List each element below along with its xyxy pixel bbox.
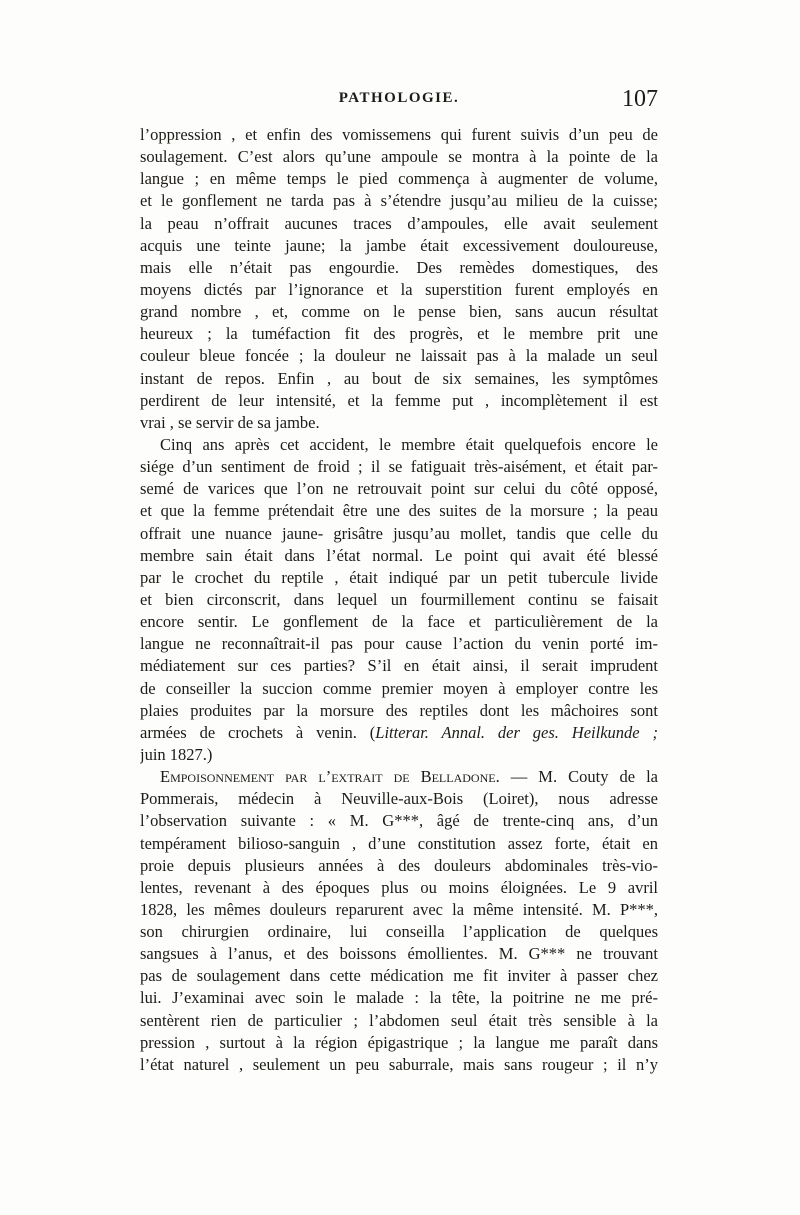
text-line	[140, 1010, 658, 1032]
text-line	[140, 987, 658, 1009]
text-line	[140, 965, 658, 987]
line-text: médiatement sur ces parties? S’il en était ainsi, il serait imprudent	[140, 656, 658, 676]
line-text: mais elle n’était pas engourdie. Des remèdes domestiques, des	[140, 257, 658, 277]
line-text: et le gonflement ne tarda pas à s’étendre jusqu’au milieu de la cuisse;	[140, 191, 658, 211]
text-line	[140, 257, 658, 279]
text-line	[140, 146, 658, 168]
line-text: vrai , se servir de sa jambe.	[140, 412, 320, 432]
line-text: Cinq ans après cet accident, le membre était quelquefois encore le	[160, 434, 658, 454]
text-line	[140, 545, 658, 567]
line-text: couleur bleue foncée ; la douleur ne laissait pas à la malade un seul	[140, 346, 658, 366]
line-text: offrait une nuance jaune- grisâtre jusqu’au mollet, tandis que celle du	[140, 523, 658, 543]
text-line	[140, 567, 658, 589]
line-text: — M. Couty de la	[499, 767, 658, 787]
page-number: 107	[622, 86, 658, 112]
text-line	[140, 1032, 658, 1054]
text-line	[140, 523, 658, 545]
line-text: l’oppression , et enfin des vomissemens qui furent suivis d’un peu de	[140, 125, 658, 144]
line-text: membre sain était dans l’état normal. Le point qui avait été blessé	[140, 545, 658, 565]
body-text	[140, 124, 658, 1076]
line-text: soulagement. C’est alors qu’une ampoule se montra à la pointe de la	[140, 147, 658, 167]
line-text: plaies produites par la morsure des reptiles dont les mâchoires sont	[140, 700, 658, 720]
citation-italic: Litterar. Annal. der ges. Heilkunde ;	[375, 722, 658, 742]
page-header	[140, 88, 658, 122]
line-text: sentèrent rien de particulier ; l’abdomen seul était très sensible à la	[140, 1010, 658, 1030]
line-text: moyens dictés par l’ignorance et la superstition furent employés en	[140, 279, 658, 299]
line-text: proie depuis plusieurs années à des douleurs abdominales très-vio-	[140, 855, 658, 875]
text-line	[140, 368, 658, 390]
text-line	[140, 921, 658, 943]
line-text: grand nombre , et, comme on le pense bien, sans aucun résultat	[140, 302, 658, 322]
text-line	[140, 279, 658, 301]
text-line	[140, 833, 658, 855]
text-line	[140, 788, 658, 810]
text-line	[140, 412, 658, 434]
text-line	[140, 877, 658, 899]
line-text: sangsues à l’anus, et des boissons émollientes. M. G*** ne trouvant	[140, 944, 658, 964]
text-line	[140, 633, 658, 655]
line-text: armées de crochets à venin. (	[140, 722, 376, 742]
text-line	[140, 810, 658, 832]
text-line	[140, 323, 658, 345]
line-text: 1828, les mêmes douleurs reparurent avec la même intensité. M. P***,	[140, 899, 658, 919]
line-text: langue ne reconnaîtrait-il pas pour cause l’action du venin porté im-	[140, 634, 658, 654]
line-text: heureux ; la tuméfaction fit des progrès, et le membre prit une	[140, 324, 658, 344]
text-line	[140, 456, 658, 478]
text-line	[140, 678, 658, 700]
line-text: acquis une teinte jaune; la jambe était excessivement douloureuse,	[140, 235, 658, 255]
line-text: la peau n’offrait aucunes traces d’ampoules, elle avait seulement	[140, 213, 658, 233]
text-line	[140, 655, 658, 677]
line-text: instant de repos. Enfin , au bout de six semaines, les symptômes	[140, 368, 658, 388]
text-line	[140, 855, 658, 877]
text-line	[140, 345, 658, 367]
text-line	[140, 766, 658, 788]
text-line	[140, 434, 658, 456]
line-text: Pommerais, médecin à Neuville-aux-Bois (Loiret), nous adresse	[140, 789, 658, 809]
line-text: siége d’un sentiment de froid ; il se fatiguait très-aisément, et était par-	[140, 457, 658, 477]
text-line	[140, 899, 658, 921]
text-line	[140, 168, 658, 190]
line-text: perdirent de leur intensité, et la femme put , incomplètement il est	[140, 390, 658, 410]
text-line	[140, 235, 658, 257]
line-text: langue ; en même temps le pied commença à augmenter de volume,	[140, 169, 658, 189]
text-line	[140, 943, 658, 965]
text-line	[140, 744, 658, 766]
text-line	[140, 478, 658, 500]
line-text: lentes, revenant à des époques plus ou moins éloignées. Le 9 avril	[140, 877, 658, 897]
section-heading: Empoisonnement par l’extrait de Belladone.	[160, 767, 500, 787]
text-line	[140, 190, 658, 212]
text-line	[140, 722, 658, 744]
text-line	[140, 213, 658, 235]
line-text: lui. J’examinai avec soin le malade : la tête, la poitrine ne me pré-	[140, 988, 658, 1008]
line-text: encore sentir. Le gonflement de la face et particulièrement de la	[140, 612, 658, 632]
line-text: l’état naturel , seulement un peu saburrale, mais sans rougeur ; il n’y	[140, 1054, 658, 1074]
text-line	[140, 500, 658, 522]
text-line	[140, 700, 658, 722]
text-line	[140, 301, 658, 323]
line-text: l’observation suivante : « M. G***, âgé de trente-cinq ans, d’un	[140, 811, 658, 831]
line-text: tempérament bilioso-sanguin , d’une constitution assez forte, était en	[140, 833, 658, 853]
text-line	[140, 390, 658, 412]
line-text: son chirurgien ordinaire, lui conseilla l’application de quelques	[140, 922, 658, 942]
text-line	[140, 611, 658, 633]
text-line	[140, 589, 658, 611]
text-line	[140, 1054, 658, 1076]
line-text: de conseiller la succion comme premier moyen à employer contre les	[140, 678, 658, 698]
line-text: juin 1827.)	[140, 744, 213, 764]
line-text: et que la femme prétendait être une des suites de la morsure ; la peau	[140, 501, 658, 521]
line-text: et bien circonscrit, dans lequel un fourmillement continu se faisait	[140, 589, 658, 609]
line-text: semé de varices que l’on ne retrouvait point sur celui du côté opposé,	[140, 479, 658, 499]
text-line	[140, 124, 658, 146]
running-title: PATHOLOGIE.	[338, 90, 460, 106]
line-text: pression , surtout à la région épigastrique ; la langue me paraît dans	[140, 1032, 658, 1052]
line-text: pas de soulagement dans cette médication me fit inviter à passer chez	[140, 966, 658, 986]
line-text: par le crochet du reptile , était indiqué par un petit tubercule livide	[140, 567, 658, 587]
